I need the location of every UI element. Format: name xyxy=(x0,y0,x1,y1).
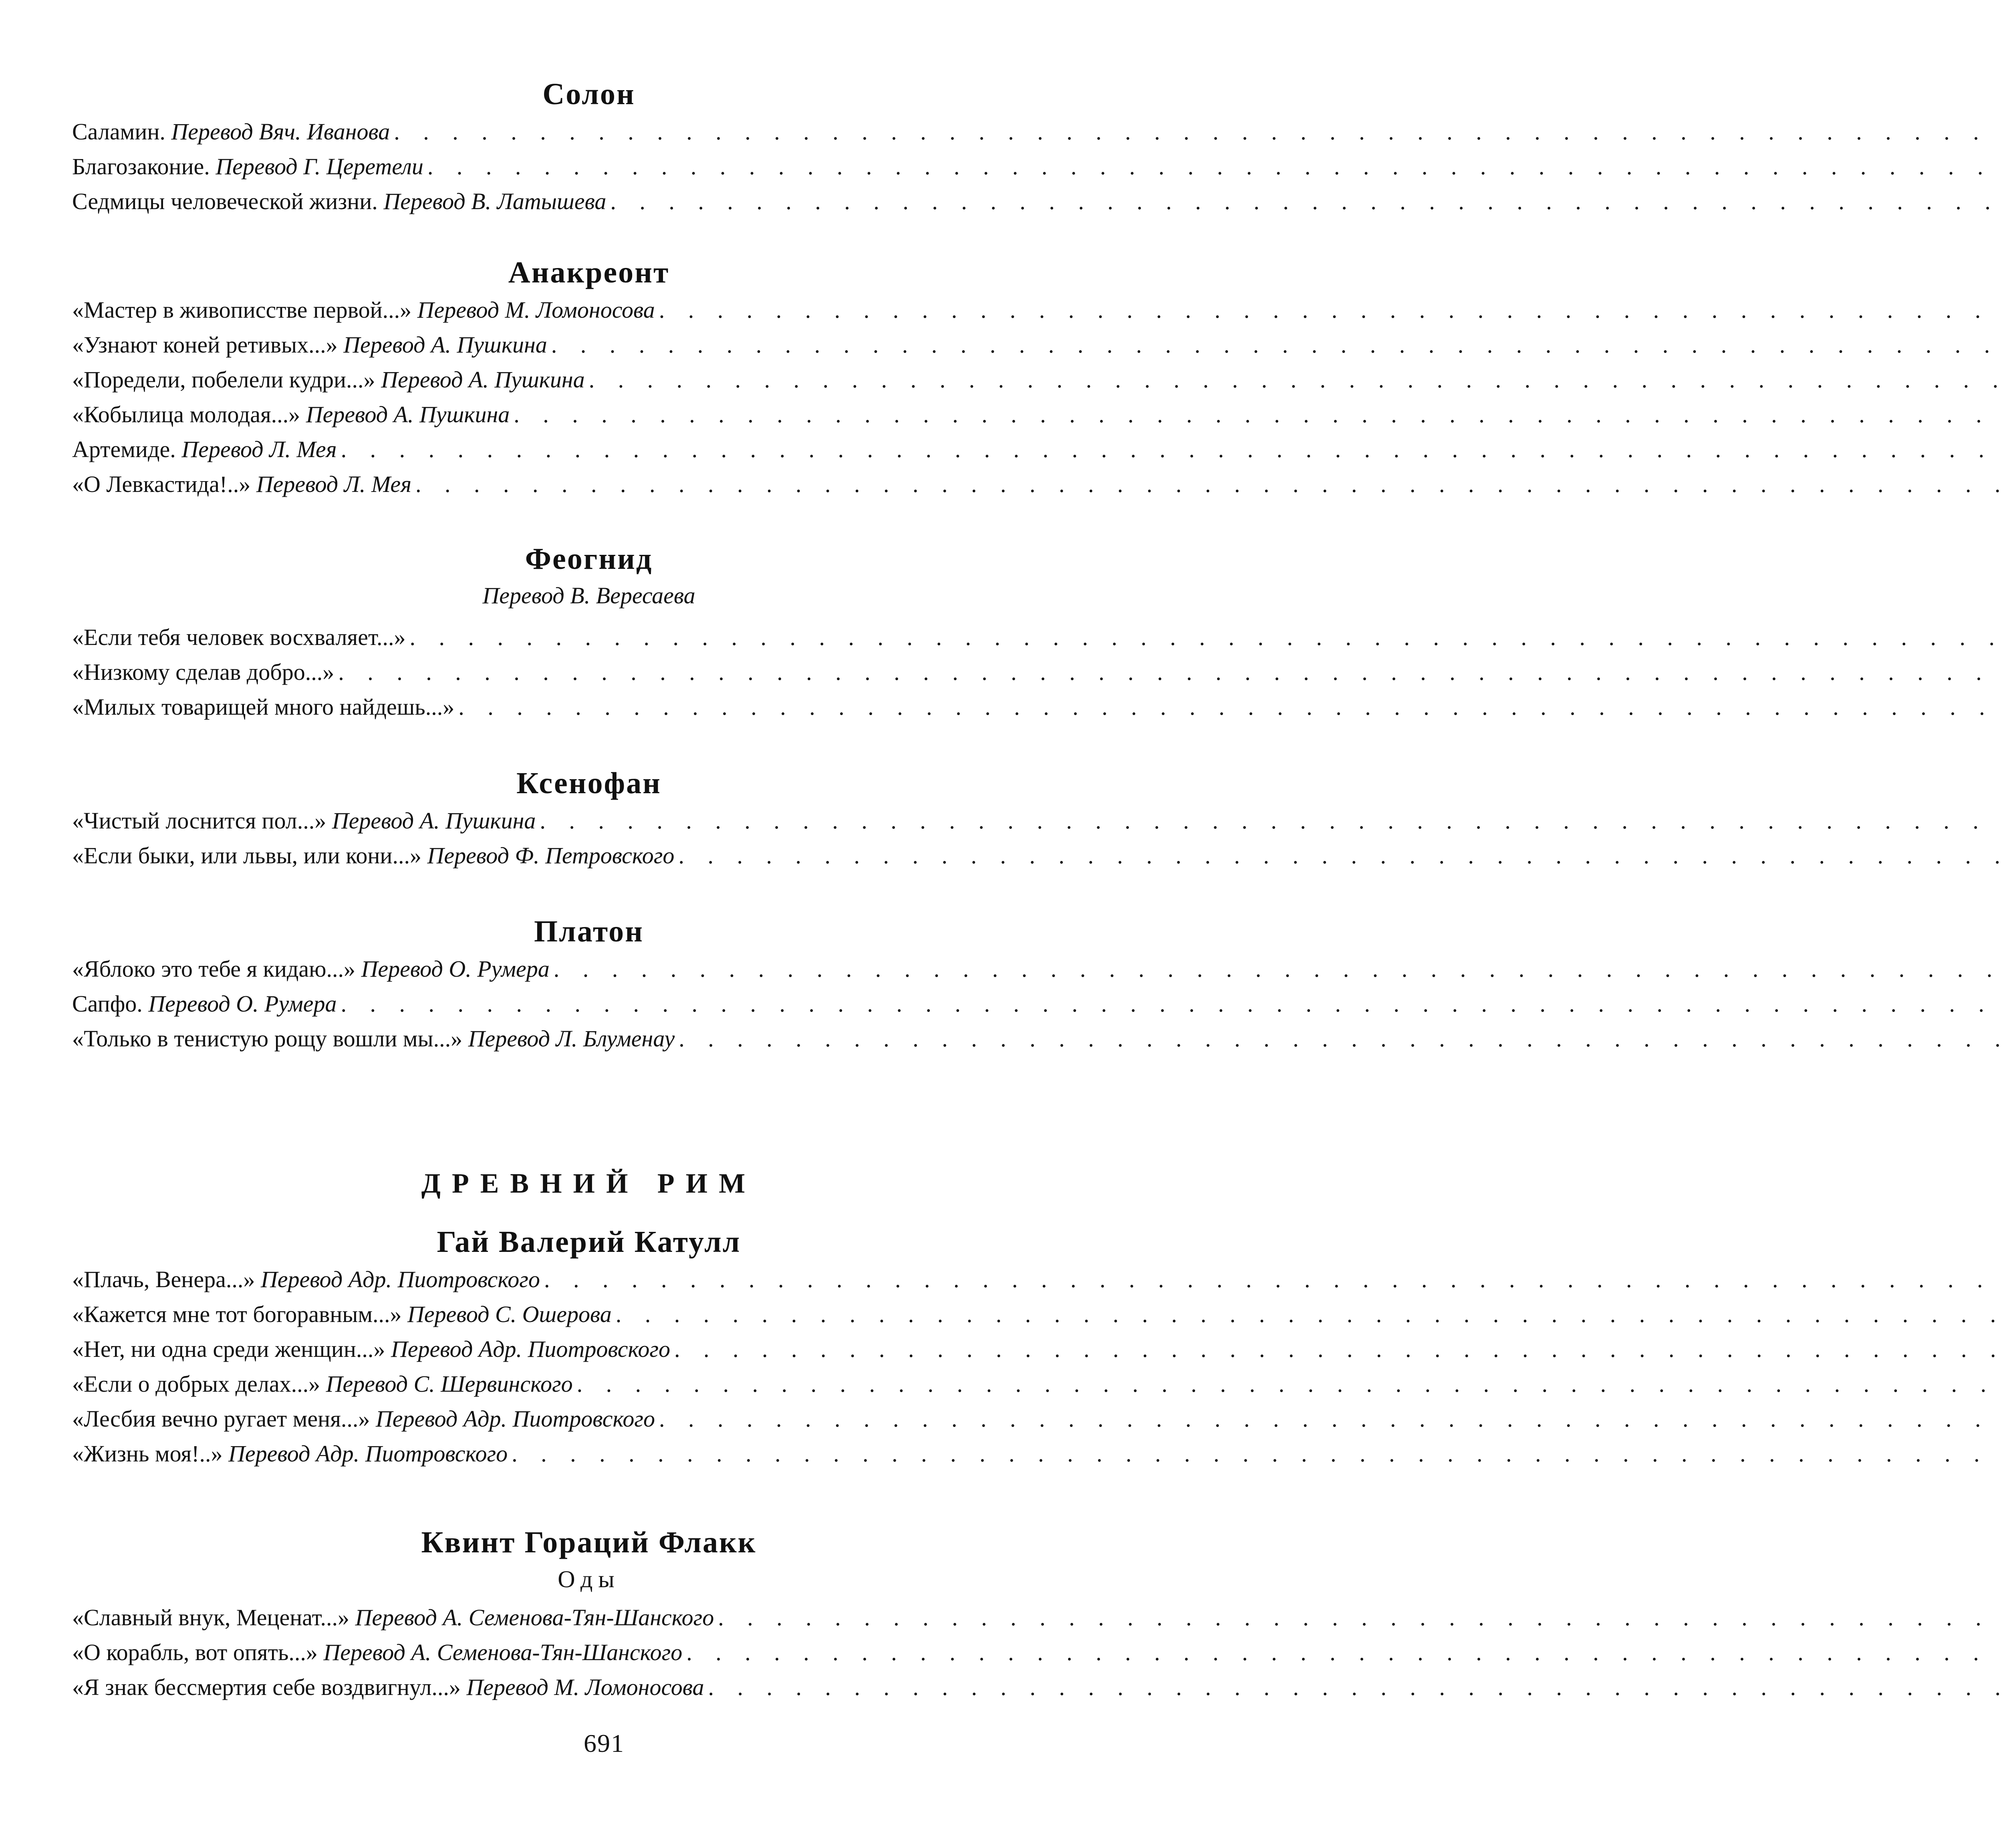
dot-leader xyxy=(610,184,2003,219)
entry-title: Седмицы человеческой жизни. xyxy=(72,188,378,214)
entry-title: «Я знак бессмертия себе воздвигнул...» xyxy=(72,1674,461,1700)
entry-title: «Если тебя человек восхваляет...» xyxy=(72,624,406,650)
dot-leader xyxy=(544,1262,2003,1297)
entry-translator: Перевод А. Пушкина xyxy=(332,808,536,834)
toc-entry xyxy=(72,1635,1106,1670)
dot-leader xyxy=(551,327,2003,362)
entry-title: «Мастер в живописстве первой...» xyxy=(72,297,412,323)
toc-entry xyxy=(72,1670,1106,1705)
section-xenophanes xyxy=(72,763,1106,873)
toc-entry xyxy=(72,184,1106,219)
entry-translator: Перевод Вяч. Иванова xyxy=(171,119,390,145)
entry-title: Саламин. xyxy=(72,119,165,145)
dot-leader xyxy=(686,1635,2003,1670)
toc-entry xyxy=(72,149,1106,184)
dot-leader xyxy=(554,951,2003,986)
dot-leader xyxy=(409,620,2003,655)
dot-leader xyxy=(540,803,2003,838)
toc-entry xyxy=(72,620,1106,655)
toc-entry xyxy=(72,292,1106,327)
toc-entry xyxy=(72,432,1106,467)
toc-entry xyxy=(72,838,1106,873)
entry-title: «Чистый лоснится пол...» xyxy=(72,808,326,834)
entry-translator: Перевод А. Пушкина xyxy=(381,367,585,393)
entry-translator: Перевод Адр. Пиотровского xyxy=(391,1336,671,1362)
entry-title: «О корабль, вот опять...» xyxy=(72,1639,318,1665)
toc-entry xyxy=(72,1436,1106,1471)
toc-entry xyxy=(72,1366,1106,1401)
author-heading: Платон xyxy=(534,915,644,948)
entry-translator: Перевод С. Ошерова xyxy=(407,1301,612,1327)
genre-subheading: Оды xyxy=(558,1566,620,1592)
part-rome xyxy=(72,1164,1106,1204)
author-heading: Солон xyxy=(542,77,635,111)
entry-translator: Перевод А. Семенова-Тян-Шанского xyxy=(323,1639,683,1665)
entry-title: «О Левкастида!..» xyxy=(72,471,251,497)
dot-leader xyxy=(616,1297,2003,1332)
entry-title: «Милых товарищей много найдешь...» xyxy=(72,694,455,720)
entry-translator: Перевод Л. Мея xyxy=(181,436,337,462)
dot-leader xyxy=(589,362,2003,397)
dot-leader xyxy=(415,467,2003,502)
entry-translator: Перевод В. Латышева xyxy=(383,188,607,214)
entry-translator: Перевод Адр. Пиотровского xyxy=(260,1266,540,1292)
entry-title: Сапфо. xyxy=(72,991,143,1017)
entry-title: «Низкому сделав добро...» xyxy=(72,659,335,685)
toc-entry xyxy=(72,655,1106,689)
toc-entry xyxy=(72,1262,1106,1297)
entry-title: «Жизнь моя!..» xyxy=(72,1441,223,1467)
part-title: ДРЕВНИЙ РИМ xyxy=(421,1168,757,1199)
toc-entry xyxy=(72,803,1106,838)
section-horace xyxy=(72,1522,1106,1705)
entry-title: «Яблоко это тебе я кидаю...» xyxy=(72,956,355,982)
dot-leader xyxy=(678,838,2003,873)
dot-leader xyxy=(458,689,2003,724)
author-heading: Квинт Гораций Флакк xyxy=(421,1526,757,1559)
dot-leader xyxy=(708,1670,2003,1705)
toc-entry xyxy=(72,951,1106,986)
dot-leader xyxy=(659,292,2003,327)
toc-entry xyxy=(72,327,1106,362)
toc-entry xyxy=(72,986,1106,1021)
dot-leader xyxy=(512,1436,2003,1471)
author-heading: Ксенофан xyxy=(516,766,661,800)
dot-leader xyxy=(674,1332,2003,1366)
author-heading: Анакреонт xyxy=(508,256,670,289)
translator-subheading: Перевод В. Вересаева xyxy=(482,582,695,609)
entry-title: «Только в тенистую рощу вошли мы...» xyxy=(72,1026,463,1052)
entry-title: «Поредели, побелели кудри...» xyxy=(72,367,375,393)
entry-title: «Если о добрых делах...» xyxy=(72,1371,320,1397)
toc-entry xyxy=(72,1401,1106,1436)
entry-title: «Если быки, или львы, или кони...» xyxy=(72,842,421,869)
toc-entry xyxy=(72,1332,1106,1366)
entry-translator: Перевод М. Ломоносова xyxy=(466,1674,704,1700)
section-anacreon xyxy=(72,252,1106,502)
toc-entry xyxy=(72,1600,1106,1635)
entry-translator: Перевод О. Румера xyxy=(148,991,337,1017)
dot-leader xyxy=(679,1021,2003,1056)
section-solon xyxy=(72,74,1106,219)
dot-leader xyxy=(341,432,2003,467)
toc-entry xyxy=(72,467,1106,502)
section-catullus xyxy=(72,1222,1106,1471)
section-plato xyxy=(72,911,1106,1056)
entry-title: Благозаконие. xyxy=(72,153,210,179)
dot-leader xyxy=(427,149,2003,184)
entry-title: «Плачь, Венера...» xyxy=(72,1266,255,1292)
entry-title: «Нет, ни одна среди женщин...» xyxy=(72,1336,385,1362)
entry-translator: Перевод С. Шервинского xyxy=(326,1371,573,1397)
dot-leader xyxy=(338,655,2003,689)
entry-translator: Перевод Л. Мея xyxy=(256,471,412,497)
entry-title: «Лесбия вечно ругает меня...» xyxy=(72,1406,370,1432)
entry-title: «Узнают коней ретивых...» xyxy=(72,332,338,358)
entry-title: «Славный внук, Меценат...» xyxy=(72,1604,350,1630)
toc-entry xyxy=(72,114,1106,149)
dot-leader xyxy=(394,114,2003,149)
entry-translator: Перевод А. Семенова-Тян-Шанского xyxy=(355,1604,714,1630)
section-theognis xyxy=(72,539,1106,724)
dot-leader xyxy=(341,986,2003,1021)
entry-translator: Перевод Адр. Пиотровского xyxy=(228,1441,508,1467)
entry-translator: Перевод А. Пушкина xyxy=(306,401,510,427)
toc-entry xyxy=(72,362,1106,397)
entry-translator: Перевод О. Румера xyxy=(361,956,550,982)
entry-title: Артемиде. xyxy=(72,436,176,462)
dot-leader xyxy=(659,1401,2003,1436)
entry-translator: Перевод Г. Церетели xyxy=(216,153,423,179)
entry-title: «Кобылица молодая...» xyxy=(72,401,300,427)
entry-title: «Кажется мне тот богоравным...» xyxy=(72,1301,402,1327)
toc-entry xyxy=(72,689,1106,724)
entry-translator: Перевод Адр. Пиотровского xyxy=(375,1406,655,1432)
entry-translator: Перевод А. Пушкина xyxy=(343,332,547,358)
toc-entry xyxy=(72,1297,1106,1332)
entry-translator: Перевод М. Ломоносова xyxy=(417,297,655,323)
entry-translator: Перевод Ф. Петровского xyxy=(427,842,675,869)
toc-entry xyxy=(72,1021,1106,1056)
author-heading: Феогнид xyxy=(525,542,653,576)
author-heading: Гай Валерий Катулл xyxy=(437,1225,741,1259)
entry-translator: Перевод Л. Блуменау xyxy=(468,1026,675,1052)
page-number: 691 xyxy=(584,1729,625,1757)
dot-leader xyxy=(577,1366,2003,1401)
dot-leader xyxy=(718,1600,2003,1635)
dot-leader xyxy=(514,397,2003,432)
toc-entry xyxy=(72,397,1106,432)
